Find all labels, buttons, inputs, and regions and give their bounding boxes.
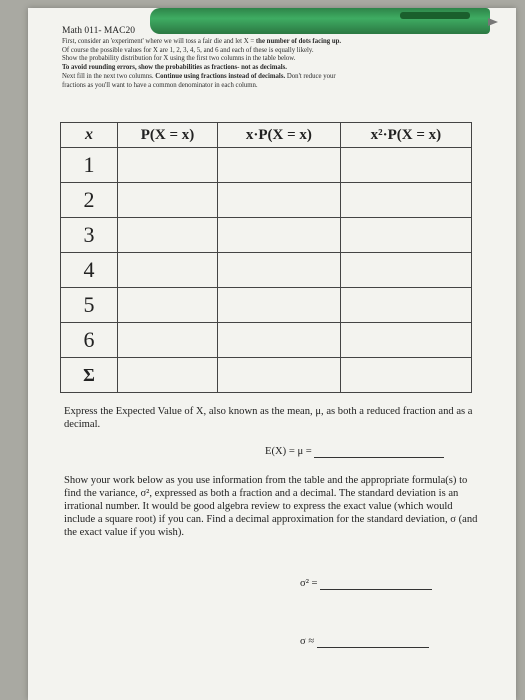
instruction-line-6: fractions as you'll want to have a common denominator in each column.: [62, 81, 258, 89]
header-x: x: [61, 123, 118, 148]
expected-value-label: E(X) = μ =: [265, 446, 312, 457]
course-title: Math 011- MAC20: [62, 26, 136, 36]
x-times-probability-cell[interactable]: [217, 218, 340, 253]
x-times-probability-cell[interactable]: [217, 253, 340, 288]
x-squared-times-probability-cell[interactable]: [340, 323, 471, 358]
x-times-probability-cell[interactable]: [217, 288, 340, 323]
x-value: 1: [61, 148, 118, 183]
table-row: [61, 218, 472, 253]
x-value: 2: [61, 183, 118, 218]
x-squared-times-probability-sum-cell[interactable]: [340, 358, 471, 393]
probability-cell[interactable]: [118, 183, 218, 218]
table-header-row: [61, 123, 472, 148]
header-probability: P(X = x): [118, 123, 218, 148]
probability-distribution-table: [60, 122, 472, 393]
probability-cell[interactable]: [118, 253, 218, 288]
variance-label: σ² =: [300, 578, 318, 589]
x-squared-times-probability-cell[interactable]: [340, 288, 471, 323]
std-dev-answer-line: [300, 635, 429, 648]
x-squared-times-probability-cell[interactable]: [340, 253, 471, 288]
expected-value-answer-line: [265, 445, 444, 458]
table-row: [61, 148, 472, 183]
pen-clip: [400, 12, 470, 19]
probability-sum-cell[interactable]: [118, 358, 218, 393]
header-x-squared-times-probability: x²·P(X = x): [340, 123, 471, 148]
table-row: [61, 288, 472, 323]
probability-cell[interactable]: [118, 218, 218, 253]
x-squared-times-probability-cell[interactable]: [340, 183, 471, 218]
sum-symbol: Σ: [61, 358, 118, 393]
expected-value-prompt: Express the Expected Value of X, also known as the mean, μ, as both a reduced fraction and as a decimal.: [64, 406, 473, 430]
table-row: [61, 183, 472, 218]
pen-tip: [488, 18, 498, 26]
std-dev-blank[interactable]: [317, 637, 429, 648]
instruction-line-4: To avoid rounding errors, show the probabilities as fractions- not as decimals.: [62, 64, 288, 72]
variance-blank[interactable]: [320, 579, 432, 590]
x-squared-times-probability-cell[interactable]: [340, 218, 471, 253]
x-times-probability-cell[interactable]: [217, 323, 340, 358]
header-x-times-probability: x·P(X = x): [217, 123, 340, 148]
x-value: 5: [61, 288, 118, 323]
x-value: 3: [61, 218, 118, 253]
variance-answer-line: [300, 577, 432, 590]
probability-cell[interactable]: [118, 323, 218, 358]
expected-value-blank[interactable]: [314, 447, 444, 458]
instruction-line-5: Next fill in the next two columns. Continue using fractions instead of decimals. Don't reduce your: [62, 72, 336, 80]
instruction-line-1: First, consider an 'experiment' where we will toss a fair die and let X = the number of dots facing up.: [62, 38, 342, 45]
x-times-probability-cell[interactable]: [217, 148, 340, 183]
instruction-line-2: Of course the possible values for X are 1, 2, 3, 4, 5, and 6 and each of these is equally likely.: [62, 46, 314, 54]
std-dev-label: σ ≈: [300, 636, 315, 647]
table-sum-row: [61, 358, 472, 393]
table-row: [61, 253, 472, 288]
x-times-probability-cell[interactable]: [217, 183, 340, 218]
instruction-line-3: Show the probability distribution for X using the first two columns in the table below.: [62, 55, 296, 63]
instructions: [62, 38, 466, 90]
probability-cell[interactable]: [118, 288, 218, 323]
x-times-probability-sum-cell[interactable]: [217, 358, 340, 393]
x-squared-times-probability-cell[interactable]: [340, 148, 471, 183]
x-value: 4: [61, 253, 118, 288]
table-row: [61, 323, 472, 358]
probability-cell[interactable]: [118, 148, 218, 183]
x-value: 6: [61, 323, 118, 358]
variance-prompt: Show your work below as you use information from the table and the appropriate formula(s) to find the variance, σ², expressed as both a fraction and a decimal. The standard deviation is an irrational number. It would be good algebra review to express the exact value (which would include a square root) if you can. Find a decimal approximation for the standard deviation, σ (and the exact value if you wish).: [64, 475, 478, 538]
